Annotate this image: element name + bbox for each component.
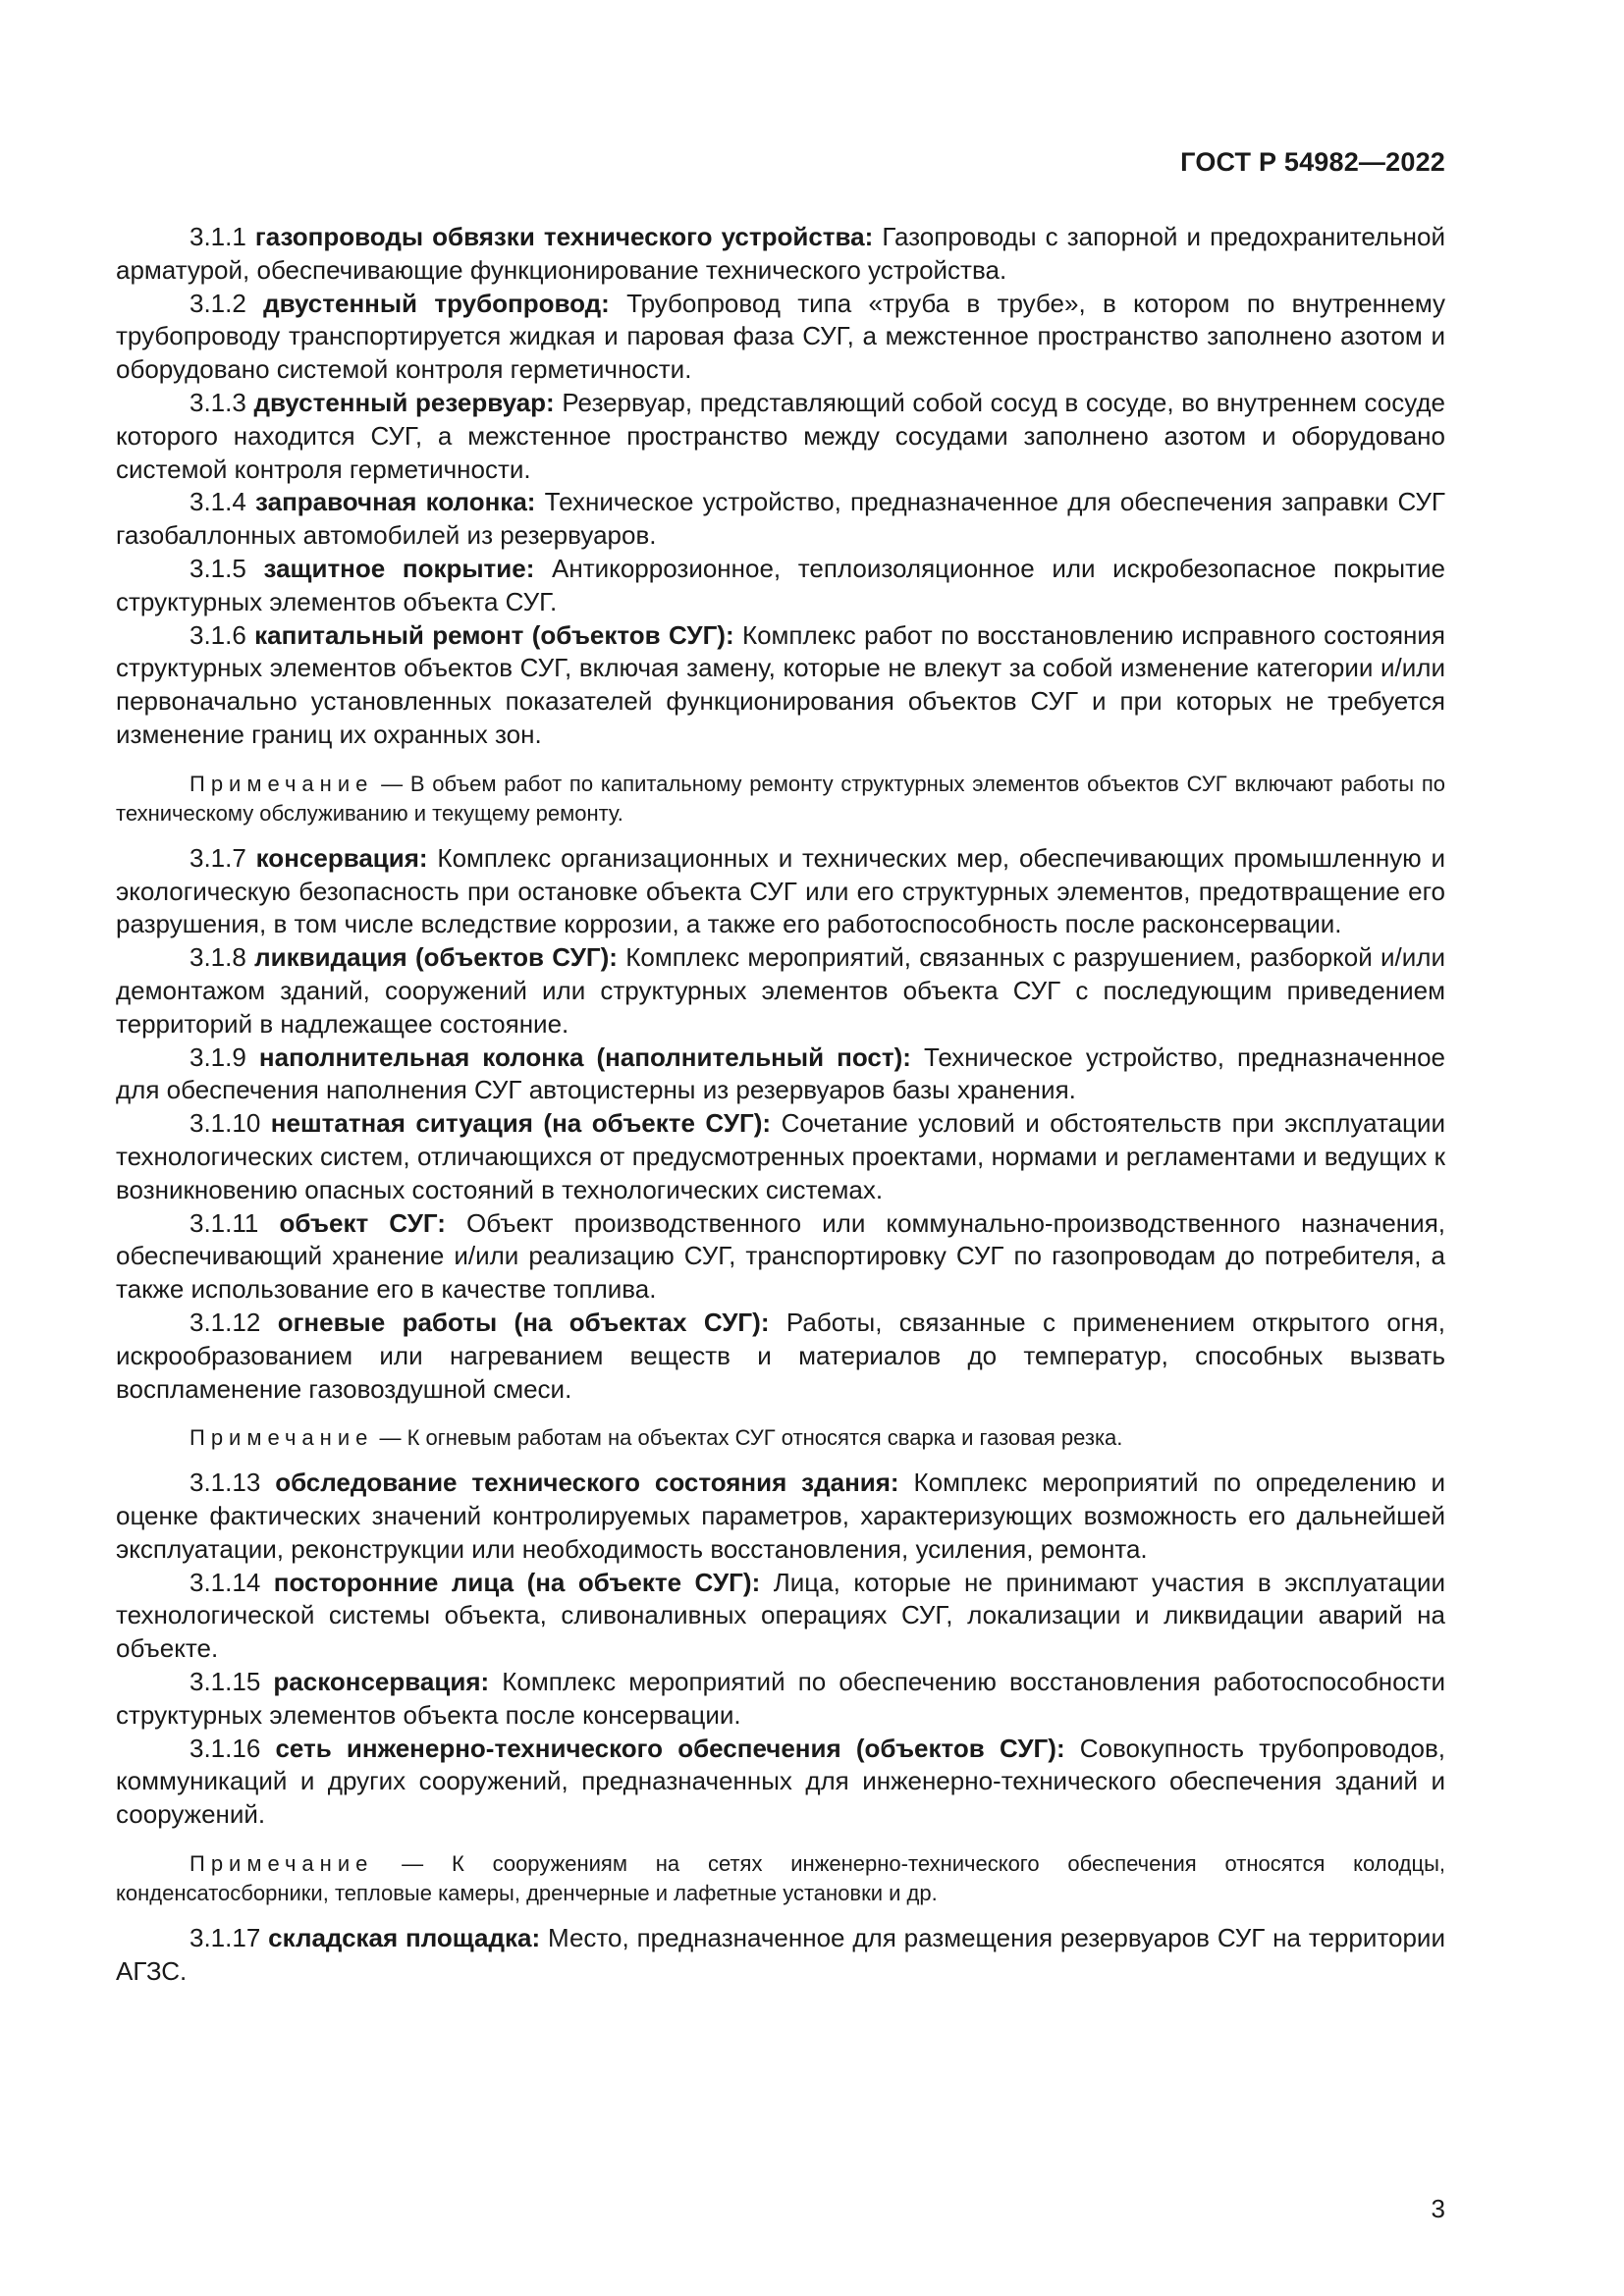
term-number: 3.1.10 xyxy=(189,1108,261,1139)
term-number: 3.1.5 xyxy=(189,553,246,583)
term-number: 3.1.15 xyxy=(189,1667,261,1697)
term-definition: Трубопровод типа «труба в трубе», в котором по внутреннему трубопроводу транспортируется жидкая и паровая фаза СУГ, а межстенное пространство заполнено азотом и оборудовано системой контроля герметичности. xyxy=(116,288,1446,385)
term-3-1-14 xyxy=(116,1567,1445,1666)
term-name: сеть инженерно-технического обеспечения (объектов СУГ): xyxy=(275,1733,1065,1763)
note-3-1-12 xyxy=(116,1423,1445,1453)
term-definition: Техническое устройство, предназначенное для обеспечения заправки СУГ газобаллонных автомобилей из резервуаров. xyxy=(116,487,1445,551)
term-3-1-7 xyxy=(116,842,1445,941)
note-text: — К сооружениям на сетях инженерно-технического обеспечения относятся колодцы, конденсатосборники, тепловые камеры, дренчерные и лафетные установки и др. xyxy=(116,1851,1445,1906)
term-definition: Место, предназначенное для размещения резервуаров СУГ на территории АГЗС. xyxy=(116,1923,1445,1986)
term-number: 3.1.7 xyxy=(189,842,246,873)
term-name: расконсервация: xyxy=(273,1667,490,1697)
term-number: 3.1.14 xyxy=(189,1567,261,1597)
terms-section xyxy=(116,221,1445,1989)
term-3-1-2 xyxy=(116,288,1445,387)
term-definition: Антикоррозионное, теплоизоляционное или искробезопасное покрытие структурных элементов объекта СУГ. xyxy=(116,553,1445,616)
term-number: 3.1.6 xyxy=(189,619,246,650)
term-3-1-1 xyxy=(116,221,1445,288)
term-name: консервация: xyxy=(255,842,428,873)
term-3-1-11 xyxy=(116,1207,1445,1307)
term-3-1-10 xyxy=(116,1107,1445,1206)
term-definition: Лица, которые не принимают участия в эксплуатации технологической системы объекта, сливоналивных операциях СУГ, локализации и ликвидации аварий на объекте. xyxy=(116,1567,1446,1664)
note-label: Примечание xyxy=(189,1851,374,1877)
term-3-1-16 xyxy=(116,1733,1445,1832)
term-definition: Техническое устройство, предназначенное для обеспечения наполнения СУГ автоцистерны из резервуаров базы хранения. xyxy=(116,1041,1445,1105)
term-name: наполнительная колонка (наполнительный пост): xyxy=(258,1041,911,1072)
term-name: обследование технического состояния здания: xyxy=(275,1468,899,1498)
note-text: — В объем работ по капитальному ремонту структурных элементов объектов СУГ включают работы по техническому обслуживанию и текущему ремонту. xyxy=(116,771,1445,826)
term-definition: Комплекс мероприятий по обеспечению восстановления работоспособности структурных элементов объекта после консервации. xyxy=(116,1667,1445,1730)
term-definition: Сочетание условий и обстоятельств при эксплуатации технологических систем, отличающихся от предусмотренных проектами, нормами и регламентами и ведущих к возникновению опасных состояний в технологических системах. xyxy=(116,1108,1445,1204)
term-definition: Комплекс мероприятий по определению и оценке фактических значений контролируемых параметров, характеризующих возможность его дальнейшей эксплуатации, реконструкции или необходимость восстановления, усиления, ремонта. xyxy=(116,1468,1445,1564)
note-label: Примечание xyxy=(189,1425,374,1451)
term-3-1-8 xyxy=(116,941,1445,1041)
term-number: 3.1.13 xyxy=(189,1468,261,1498)
term-name: заправочная колонка: xyxy=(255,487,536,517)
term-definition: Комплекс мероприятий, связанных с разрушением, разборкой и/или демонтажом зданий, сооружений или структурных элементов объекта СУГ с последующим приведением территорий в надлежащее состояние. xyxy=(116,942,1445,1039)
document-code-header: ГОСТ Р 54982—2022 xyxy=(1180,147,1445,177)
term-number: 3.1.12 xyxy=(189,1307,261,1337)
term-name: газопроводы обвязки технического устройства: xyxy=(254,222,874,251)
term-number: 3.1.9 xyxy=(189,1041,246,1072)
term-name: объект СУГ: xyxy=(279,1207,446,1238)
term-3-1-9 xyxy=(116,1041,1445,1108)
term-3-1-15 xyxy=(116,1666,1445,1733)
term-number: 3.1.4 xyxy=(189,487,246,517)
term-definition: Газопроводы с запорной и предохранительной арматурой, обеспечивающие функционирование технического устройства. xyxy=(116,222,1445,285)
term-number: 3.1.11 xyxy=(189,1207,259,1238)
term-number: 3.1.8 xyxy=(189,942,246,973)
term-name: двустенный резервуар: xyxy=(253,387,555,417)
term-name: двустенный трубопровод: xyxy=(263,288,610,318)
term-definition: Резервуар, представляющий собой сосуд в сосуде, во внутреннем сосуде которого находится СУГ, а межстенное пространство между сосудами заполнено азотом и оборудовано системой контроля герметичности. xyxy=(116,387,1445,484)
term-3-1-5 xyxy=(116,553,1445,619)
term-number: 3.1.3 xyxy=(189,387,246,417)
term-definition: Объект производственного или коммунально-производственного назначения, обеспечивающий хранение и/или реализацию СУГ, транспортировку СУГ по газопроводам до потребителя, а также использование его в качестве топлива. xyxy=(116,1207,1445,1305)
term-definition: Комплекс организационных и технических мер, обеспечивающих промышленную и экологическую безопасность при остановке объекта СУГ или его структурных элементов, предотвращение его разрушения, в том числе вследствие коррозии, а также его работоспособность после расконсервации. xyxy=(116,842,1445,939)
term-definition: Комплекс работ по восстановлению исправного состояния структурных элементов объектов СУГ, включая замену, которые не влекут за собой изменение категории и/или первоначально установленных показателей функционирования объектов СУГ и при которых не требуется изменение границ их охранных зон. xyxy=(116,619,1445,749)
term-name: нештатная ситуация (на объекте СУГ): xyxy=(270,1108,772,1139)
note-3-1-16 xyxy=(116,1849,1445,1908)
term-name: складская площадка: xyxy=(268,1923,541,1953)
term-number: 3.1.1 xyxy=(189,222,246,251)
note-text: — К огневым работам на объектах СУГ относятся сварка и газовая резка. xyxy=(379,1425,1123,1451)
note-3-1-6 xyxy=(116,770,1445,828)
term-name: огневые работы (на объектах СУГ): xyxy=(277,1307,770,1337)
term-number: 3.1.16 xyxy=(189,1733,261,1763)
term-number: 3.1.2 xyxy=(189,288,246,318)
term-number: 3.1.17 xyxy=(189,1923,261,1953)
term-name: капитальный ремонт (объектов СУГ): xyxy=(254,619,734,650)
term-definition: Совокупность трубопроводов, коммуникаций и других сооружений, предназначенных для инженерно-технического обеспечения зданий и сооружений. xyxy=(116,1733,1445,1830)
term-3-1-13 xyxy=(116,1467,1445,1566)
term-3-1-4 xyxy=(116,486,1445,553)
term-3-1-6 xyxy=(116,619,1445,752)
note-label: Примечание xyxy=(189,771,374,796)
page-number: 3 xyxy=(1431,2194,1445,2223)
term-3-1-3 xyxy=(116,387,1445,486)
term-name: посторонние лица (на объекте СУГ): xyxy=(273,1567,761,1597)
term-name: ликвидация (объектов СУГ): xyxy=(254,942,618,973)
term-3-1-12 xyxy=(116,1307,1445,1406)
term-definition: Работы, связанные с применением открытого огня, искрообразованием или нагреванием веществ и материалов до температур, способных вызвать воспламенение газовоздушной смеси. xyxy=(116,1307,1445,1404)
term-3-1-17 xyxy=(116,1922,1445,1989)
term-name: защитное покрытие: xyxy=(263,553,535,583)
